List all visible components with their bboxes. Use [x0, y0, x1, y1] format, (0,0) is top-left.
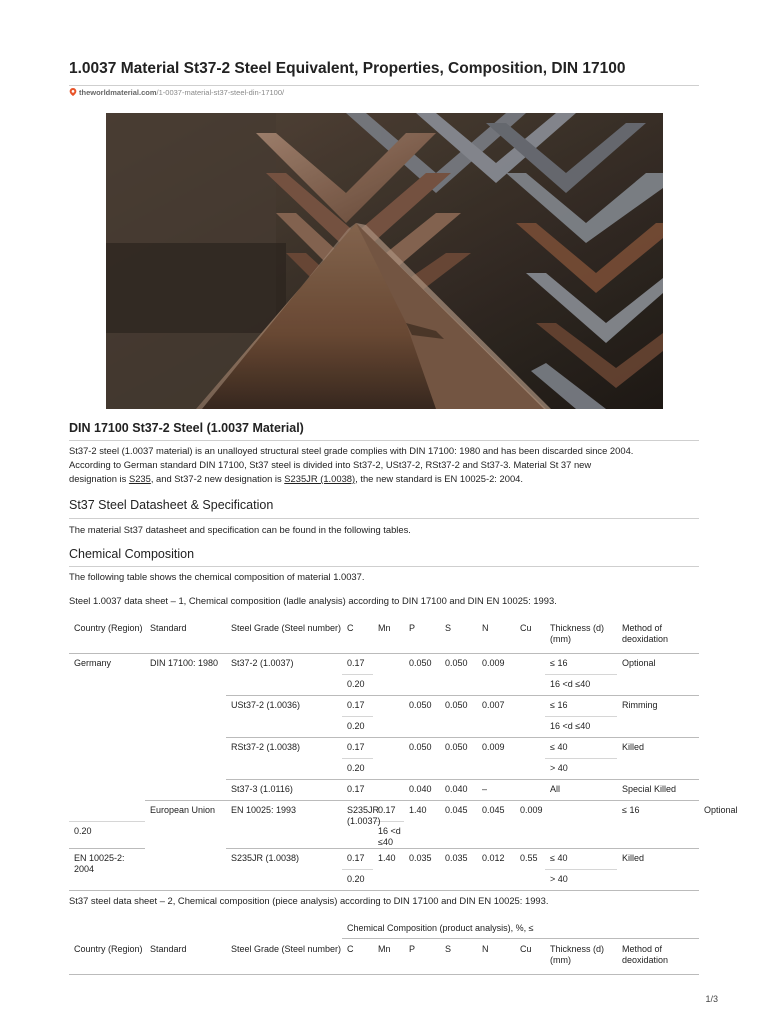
table-header-row	[69, 938, 699, 975]
cell-country: European Union	[145, 801, 226, 891]
col-header-p: P	[404, 617, 440, 654]
title-divider	[69, 85, 699, 86]
col-header-c: C	[342, 938, 373, 975]
col-header-p: P	[404, 938, 440, 975]
cell-mn	[373, 654, 404, 696]
steel-angles-photo	[106, 113, 663, 409]
page-number: 1/3	[705, 994, 718, 1004]
cell-thickness: 16 <d ≤40	[373, 822, 404, 849]
link-s235[interactable]: S235	[128, 473, 151, 484]
col-header-country: Country (Region)	[69, 938, 145, 975]
cell-cu	[545, 801, 617, 849]
intro-line-2: According to German standard DIN 17100, St37 steel is divided into St37-2, USt37-2, RSt37-2 and St37-3. Material St 37 new	[69, 459, 592, 470]
intro-paragraph	[69, 444, 701, 486]
cell-n: 0.007	[477, 696, 515, 738]
col-header-mn: Mn	[373, 938, 404, 975]
col-header-cu: Cu	[515, 938, 545, 975]
table-row	[69, 654, 699, 675]
table-row: European Union EN 10025: 1993 S235JR (1.0037) 0.17 1.40 0.045 0.045 0.009 ≤ 16 Optional	[69, 801, 699, 822]
col-header-c: C	[342, 617, 373, 654]
cell-n: 0.009	[482, 658, 505, 668]
col-header-deoxidation: Method of deoxidation	[617, 617, 699, 654]
section-divider	[69, 566, 699, 567]
cell-standard: DIN 17100: 1980	[150, 658, 219, 668]
section-divider	[69, 440, 699, 441]
hero-image	[106, 113, 663, 409]
cell-cu	[515, 780, 545, 801]
intro-text: designation is	[69, 473, 129, 484]
cell-deoxidation: Killed	[617, 738, 699, 780]
cell-thickness: ≤ 16	[550, 658, 568, 668]
cell-thickness: ≤ 16	[617, 801, 699, 822]
cell-grade: St37-3 (1.0116)	[226, 780, 342, 801]
cell-mn: 1.40	[373, 849, 404, 891]
cell-p: 0.050	[404, 738, 440, 780]
cell-c: 0.20	[342, 717, 373, 738]
col-header-cu: Cu	[515, 617, 545, 654]
cell-deoxidation: Killed	[617, 849, 699, 891]
col-header-standard: Standard	[145, 938, 226, 975]
cell-cu	[515, 654, 545, 696]
cell-s: 0.040	[440, 780, 477, 801]
cell-thickness: > 40	[545, 759, 617, 780]
col-header-n: N	[477, 617, 515, 654]
cell-thickness: All	[545, 780, 617, 801]
cell-s: 0.050	[445, 658, 468, 668]
cell-grade: S235JR (1.0038)	[226, 849, 342, 891]
location-pin-icon	[69, 88, 77, 96]
cell-s: 0.035	[440, 849, 477, 891]
cell-c: 0.20	[342, 675, 373, 696]
cell-deoxidation: Rimming	[617, 696, 699, 738]
cell-grade: St37-2 (1.0037)	[231, 658, 294, 668]
section-divider	[69, 518, 699, 519]
cell-cu: 0.55	[515, 849, 545, 891]
cell-mn: 1.40	[404, 801, 440, 849]
cell-thickness: ≤ 16	[545, 696, 617, 717]
cell-cu	[515, 738, 545, 780]
link-s235jr[interactable]: S235JR (1.0038)	[284, 473, 356, 484]
cell-p: 0.050	[409, 658, 432, 668]
cell-s: 0.050	[440, 738, 477, 780]
cell-deoxidation: Optional	[622, 658, 656, 668]
col-header-country: Country (Region)	[69, 617, 145, 654]
cell-s: 0.045	[477, 801, 515, 849]
intro-text: , the new standard is EN 10025-2: 2004.	[355, 473, 523, 484]
cell-cu	[515, 696, 545, 738]
cell-country: Germany	[74, 658, 112, 668]
cell-n: 0.012	[477, 849, 515, 891]
cell-c: 0.20	[342, 759, 373, 780]
cell-n: 0.009	[515, 801, 545, 849]
cell-thickness: 16 <d ≤40	[545, 717, 617, 738]
col-header-grade: Steel Grade (Steel number)	[226, 938, 342, 975]
cell-grade: RSt37-2 (1.0038)	[226, 738, 342, 780]
col-header-n: N	[477, 938, 515, 975]
cell-n: –	[477, 780, 515, 801]
section-heading-datasheet: St37 Steel Datasheet & Specification	[69, 498, 274, 512]
intro-line-1: St37-2 steel (1.0037 material) is an unalloyed structural steel grade complies with DIN 17100: 1980 and has been discarded since 2004.	[69, 445, 634, 456]
cell-thickness: 16 <d ≤40	[545, 675, 617, 696]
cell-c: 0.17	[342, 780, 373, 801]
section-heading-din17100: DIN 17100 St37-2 Steel (1.0037 Material)	[69, 421, 304, 435]
cell-c: 0.20	[342, 870, 373, 891]
col-header-deoxidation: Method of deoxidation	[617, 938, 699, 975]
cell-p: 0.050	[404, 696, 440, 738]
cell-c: 0.17	[342, 696, 373, 717]
col-header-s: S	[440, 938, 477, 975]
datasheet-1-caption: Steel 1.0037 data sheet – 1, Chemical composition (ladle analysis) according to DIN 17100 and DIN EN 10025: 1993.	[69, 595, 557, 606]
cell-grade: USt37-2 (1.0036)	[226, 696, 342, 738]
datasheet-intro: The material St37 datasheet and specification can be found in the following tables.	[69, 524, 411, 535]
chemical-composition-table-1	[69, 617, 738, 891]
cell-c: 0.17	[342, 849, 373, 870]
source-path[interactable]: /1-0037-material-st37-steel-din-17100/	[156, 88, 285, 97]
cell-standard: EN 10025: 1993	[226, 801, 342, 849]
page-title: 1.0037 Material St37-2 Steel Equivalent, Properties, Composition, DIN 17100	[69, 60, 626, 77]
cell-grade: S235JR (1.0037)	[342, 801, 373, 849]
section-heading-chemical-composition: Chemical Composition	[69, 547, 195, 561]
chem-intro: The following table shows the chemical composition of material 1.0037.	[69, 571, 365, 582]
col-header-mn: Mn	[373, 617, 404, 654]
col-header-standard: Standard	[145, 617, 226, 654]
cell-thickness: ≤ 40	[545, 738, 617, 759]
col-header-thickness: Thickness (d) (mm)	[545, 938, 617, 975]
cell-deoxidation: Special Killed	[617, 780, 699, 801]
cell-s: 0.050	[440, 696, 477, 738]
table-2-caption: Chemical Composition (product analysis), %, ≤	[347, 923, 534, 933]
intro-line-3	[69, 472, 701, 486]
cell-c: 0.17	[347, 658, 365, 668]
source-domain[interactable]: theworldmaterial.com	[79, 88, 157, 97]
cell-standard: EN 10025-2: 2004	[69, 849, 145, 891]
cell-c: 0.17	[342, 738, 373, 759]
col-header-grade: Steel Grade (Steel number)	[226, 617, 342, 654]
cell-n: 0.009	[477, 738, 515, 780]
cell-c: 0.17	[373, 801, 404, 822]
source-url[interactable]	[69, 88, 284, 97]
cell-thickness: > 40	[545, 870, 617, 891]
cell-c: 0.20	[69, 822, 145, 849]
cell-p: 0.035	[404, 849, 440, 891]
datasheet-2-caption: St37 steel data sheet – 2, Chemical composition (piece analysis) according to DIN 17100 and DIN EN 10025: 1993.	[69, 895, 549, 906]
intro-text: , and St37-2 new designation is	[150, 473, 285, 484]
cell-p: 0.045	[440, 801, 477, 849]
col-header-s: S	[440, 617, 477, 654]
cell-mn	[373, 780, 404, 801]
cell-mn	[373, 696, 404, 738]
col-header-thickness: Thickness (d) (mm)	[545, 617, 617, 654]
chemical-composition-table-2	[69, 938, 699, 975]
table-header-row	[69, 617, 699, 654]
cell-thickness: ≤ 40	[545, 849, 617, 870]
cell-mn	[373, 738, 404, 780]
cell-p: 0.040	[404, 780, 440, 801]
